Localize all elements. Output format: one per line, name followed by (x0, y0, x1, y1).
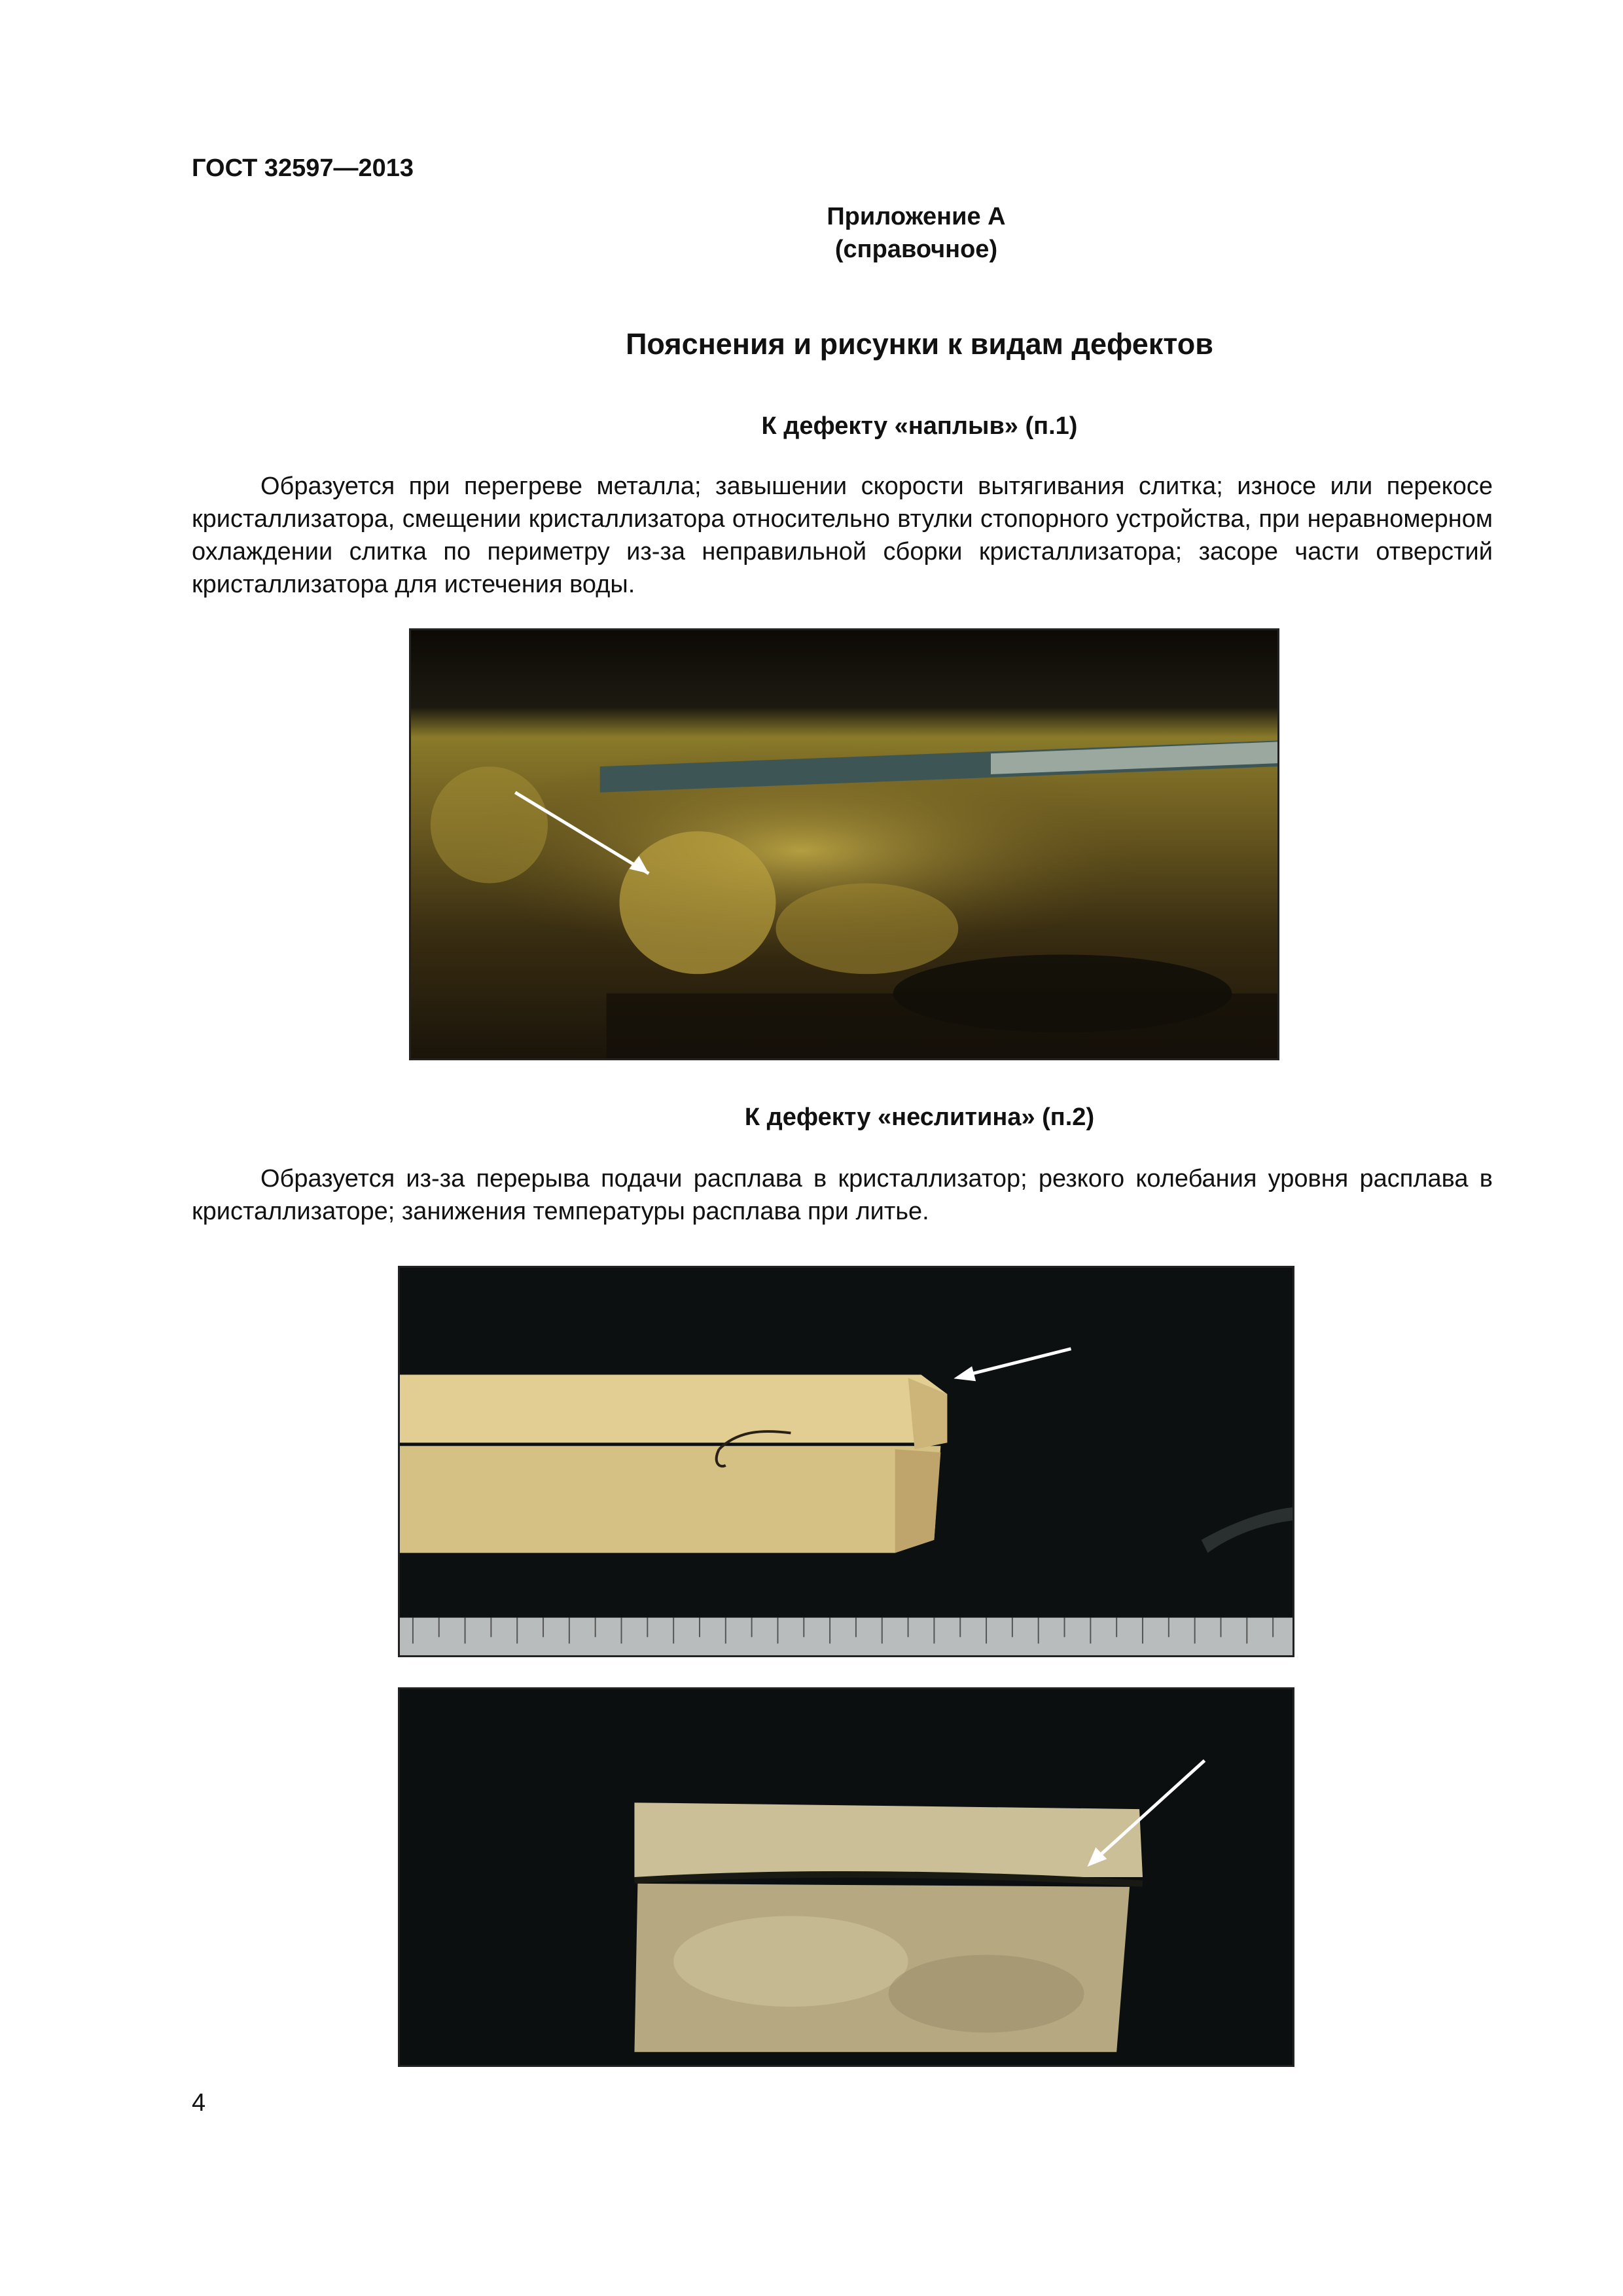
section-text-cold-shut: Образуется из-за перерыва подачи расплава в кристаллизатор; резкого колебания уровня расплава в кристаллизаторе; занижения температуры расплава при литье. (192, 1165, 1493, 1225)
section-heading-overflow: К дефекту «наплыв» (п.1) (761, 412, 1078, 440)
annex-heading (0, 200, 1623, 266)
overflow-photo-illustration (411, 630, 1277, 1058)
annex-title: Приложение А (827, 203, 1006, 230)
page-title: Пояснения и рисунки к видам дефектов (626, 327, 1213, 361)
section-text-overflow: Образуется при перегреве металла; завышении скорости вытягивания слитка; износе или перекосе кристаллизатора, смещении кристаллизатора относительно втулки стопорного устройства, при неравномерном охлаждении слитка по периметру из-за неправильной сборки кристаллизатора; засоре части отверстий кристаллизатора для истечения воды. (192, 473, 1493, 598)
figure-cold-shut-photo-1 (398, 1266, 1294, 1657)
page-number: 4 (192, 2089, 206, 2117)
figure-overflow-photo (409, 628, 1279, 1060)
annex-note: (справочное) (834, 236, 998, 263)
section-heading-cold-shut: К дефекту «неслитина» (п.2) (744, 1103, 1095, 1131)
cold-shut-end-illustration (400, 1268, 1293, 1655)
cold-shut-section-illustration (400, 1689, 1293, 2065)
document-code: ГОСТ 32597—2013 (192, 154, 414, 182)
figure-cold-shut-photo-2 (398, 1687, 1294, 2067)
